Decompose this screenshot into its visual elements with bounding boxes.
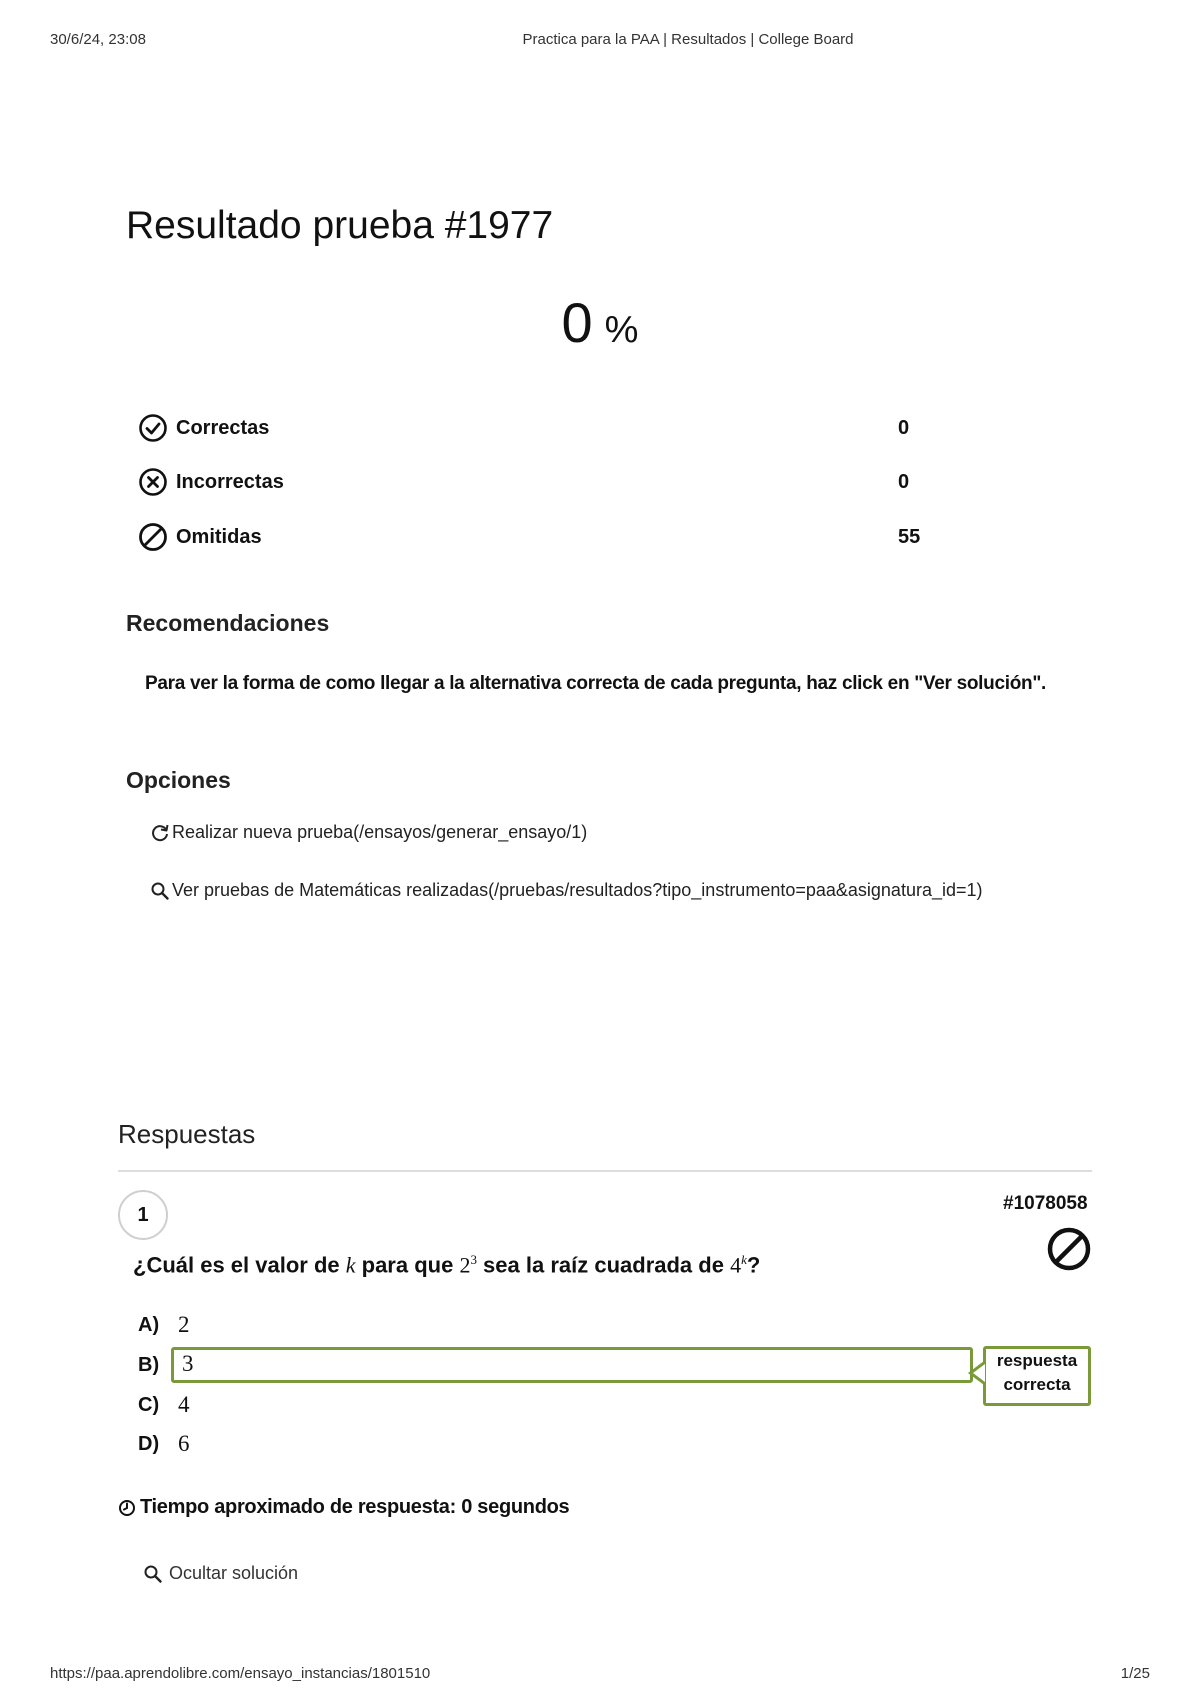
page-title: Resultado prueba #1977 [126, 204, 554, 247]
view-tests-label[interactable]: Ver pruebas de Matemáticas realizadas(/pruebas/resultados?tipo_instrumento=paa&asignatura_id=1) [172, 880, 983, 900]
question-text-part: ? [746, 1252, 761, 1278]
options-heading: Opciones [126, 767, 231, 793]
response-time [118, 1496, 569, 1519]
stat-value: 0 [898, 417, 910, 439]
badge-pointer-inner [973, 1364, 985, 1382]
choice-value: 2 [178, 1312, 190, 1337]
choice-letter: B) [138, 1354, 160, 1376]
correct-choice-highlight [171, 1347, 973, 1383]
score-value: 0 [561, 291, 593, 354]
check-circle-icon [138, 413, 168, 443]
badge-line: correcta [1003, 1375, 1071, 1394]
stat-row-omitted [138, 522, 938, 554]
choice-value: 3 [182, 1351, 194, 1376]
print-page-number: 1/25 [1120, 1665, 1150, 1682]
math-base: 2 [459, 1252, 471, 1278]
stat-label: Omitidas [176, 526, 262, 548]
math-variable: k [345, 1252, 356, 1278]
hide-solution-label[interactable]: Ocultar solución [169, 1563, 299, 1583]
x-circle-icon [138, 467, 168, 497]
print-date: 30/6/24, 23:08 [50, 31, 146, 48]
hide-solution-button[interactable] [143, 1563, 298, 1584]
choice-value: 6 [178, 1431, 190, 1456]
question-text-part: ¿Cuál es el valor de [133, 1252, 346, 1278]
stat-label: Incorrectas [176, 471, 284, 493]
ban-icon [1046, 1226, 1092, 1272]
refresh-icon [150, 823, 170, 843]
answers-heading: Respuestas [118, 1119, 256, 1149]
ban-icon [138, 522, 168, 552]
correct-answer-badge [983, 1346, 1091, 1406]
print-page-title: Practica para la PAA | Resultados | College Board [522, 31, 854, 48]
score-unit: % [604, 309, 639, 351]
stat-label: Correctas [176, 417, 270, 439]
choice-letter: C) [138, 1394, 160, 1416]
math-exponent: 3 [470, 1252, 477, 1267]
score-display [0, 290, 1200, 355]
view-tests-link[interactable] [150, 880, 983, 901]
recommendations-heading: Recomendaciones [126, 610, 330, 636]
stat-row-incorrect [138, 467, 938, 499]
question-text-part: para que [355, 1252, 460, 1278]
badge-line: respuesta [996, 1351, 1078, 1370]
question-number: 1 [118, 1190, 168, 1240]
stat-value: 0 [898, 471, 910, 493]
stat-value: 55 [898, 526, 921, 548]
choice-letter: D) [138, 1433, 160, 1455]
clock-icon [118, 1499, 136, 1517]
choice-value: 4 [178, 1392, 190, 1417]
math-exponent: k [741, 1252, 747, 1267]
question-text-part: sea la raíz cuadrada de [476, 1252, 731, 1278]
new-test-label[interactable]: Realizar nueva prueba(/ensayos/generar_ensayo/1) [172, 822, 588, 842]
stat-row-correct [138, 413, 938, 445]
recommendations-text: Para ver la forma de como llegar a la alternativa correcta de cada pregunta, haz click en "Ver solución". [145, 673, 1047, 694]
question-text [133, 1252, 760, 1278]
print-url: https://paa.aprendolibre.com/ensayo_instancias/1801510 [50, 1665, 431, 1682]
answers-divider [118, 1170, 1092, 1172]
search-icon [143, 1564, 163, 1584]
response-time-text: Tiempo aproximado de respuesta: 0 segundos [140, 1496, 570, 1518]
search-icon [150, 881, 170, 901]
choice-letter: A) [138, 1314, 160, 1336]
math-base: 4 [730, 1252, 742, 1278]
question-id: #1078058 [1003, 1193, 1088, 1214]
new-test-link[interactable] [150, 822, 587, 843]
